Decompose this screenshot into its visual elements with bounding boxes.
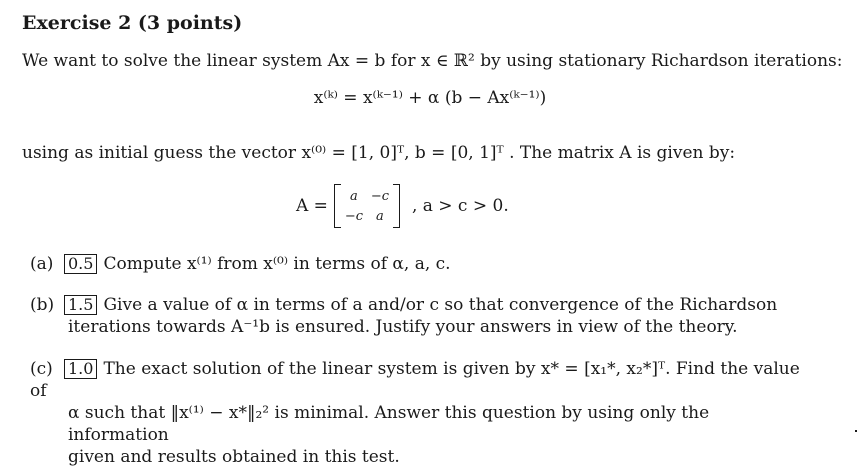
points-box: 0.5 <box>64 254 97 274</box>
part-c <box>30 358 810 468</box>
part-text: The exact solution of the linear system is given by x* = [x₁*, x₂*]ᵀ. Find the value of <box>30 359 800 401</box>
part-text-continued: iterations towards A⁻¹b is ensured. Justify your answers in view of the theory. <box>68 317 738 337</box>
right-bracket <box>393 184 400 228</box>
matrix-entry: a <box>350 188 358 204</box>
part-label: (b) <box>30 295 55 315</box>
exercise-title: Exercise 2 (3 points) <box>22 12 243 34</box>
stray-dot <box>855 430 857 432</box>
part-text-continued: α such that ‖x⁽¹⁾ − x*‖₂² is minimal. Answer this question by using only the information <box>68 403 710 445</box>
matrix-condition: , a > c > 0. <box>411 196 509 216</box>
matrix-entry: −c <box>344 208 364 224</box>
part-text: Compute x⁽¹⁾ from x⁽⁰⁾ in terms of α, a, c. <box>103 254 451 274</box>
part-text: Give a value of α in terms of a and/or c so that convergence of the Richardson <box>103 295 778 315</box>
matrix-entry: a <box>376 208 384 224</box>
matrix-entry: −c <box>370 188 390 204</box>
left-bracket <box>334 184 341 228</box>
iteration-formula: x⁽ᵏ⁾ = x⁽ᵏ⁻¹⁾ + α (b − Ax⁽ᵏ⁻¹⁾) <box>313 88 547 108</box>
part-text-continued: given and results obtained in this test. <box>68 447 400 467</box>
points-box: 1.0 <box>64 359 97 379</box>
matrix-lhs: A = <box>296 196 328 216</box>
intro-text: We want to solve the linear system Ax = b for x ∈ ℝ² by using stationary Richardson iterations: <box>22 51 843 71</box>
part-a <box>30 253 810 275</box>
part-label: (c) <box>30 359 53 379</box>
points-box: 1.5 <box>64 295 97 315</box>
initial-guess-text: using as initial guess the vector x⁽⁰⁾ = [1, 0]ᵀ, b = [0, 1]ᵀ . The matrix A is given by: <box>22 143 736 163</box>
matrix-entries <box>341 186 393 226</box>
part-label: (a) <box>30 254 54 274</box>
matrix-definition <box>296 182 509 230</box>
part-b <box>30 294 810 338</box>
